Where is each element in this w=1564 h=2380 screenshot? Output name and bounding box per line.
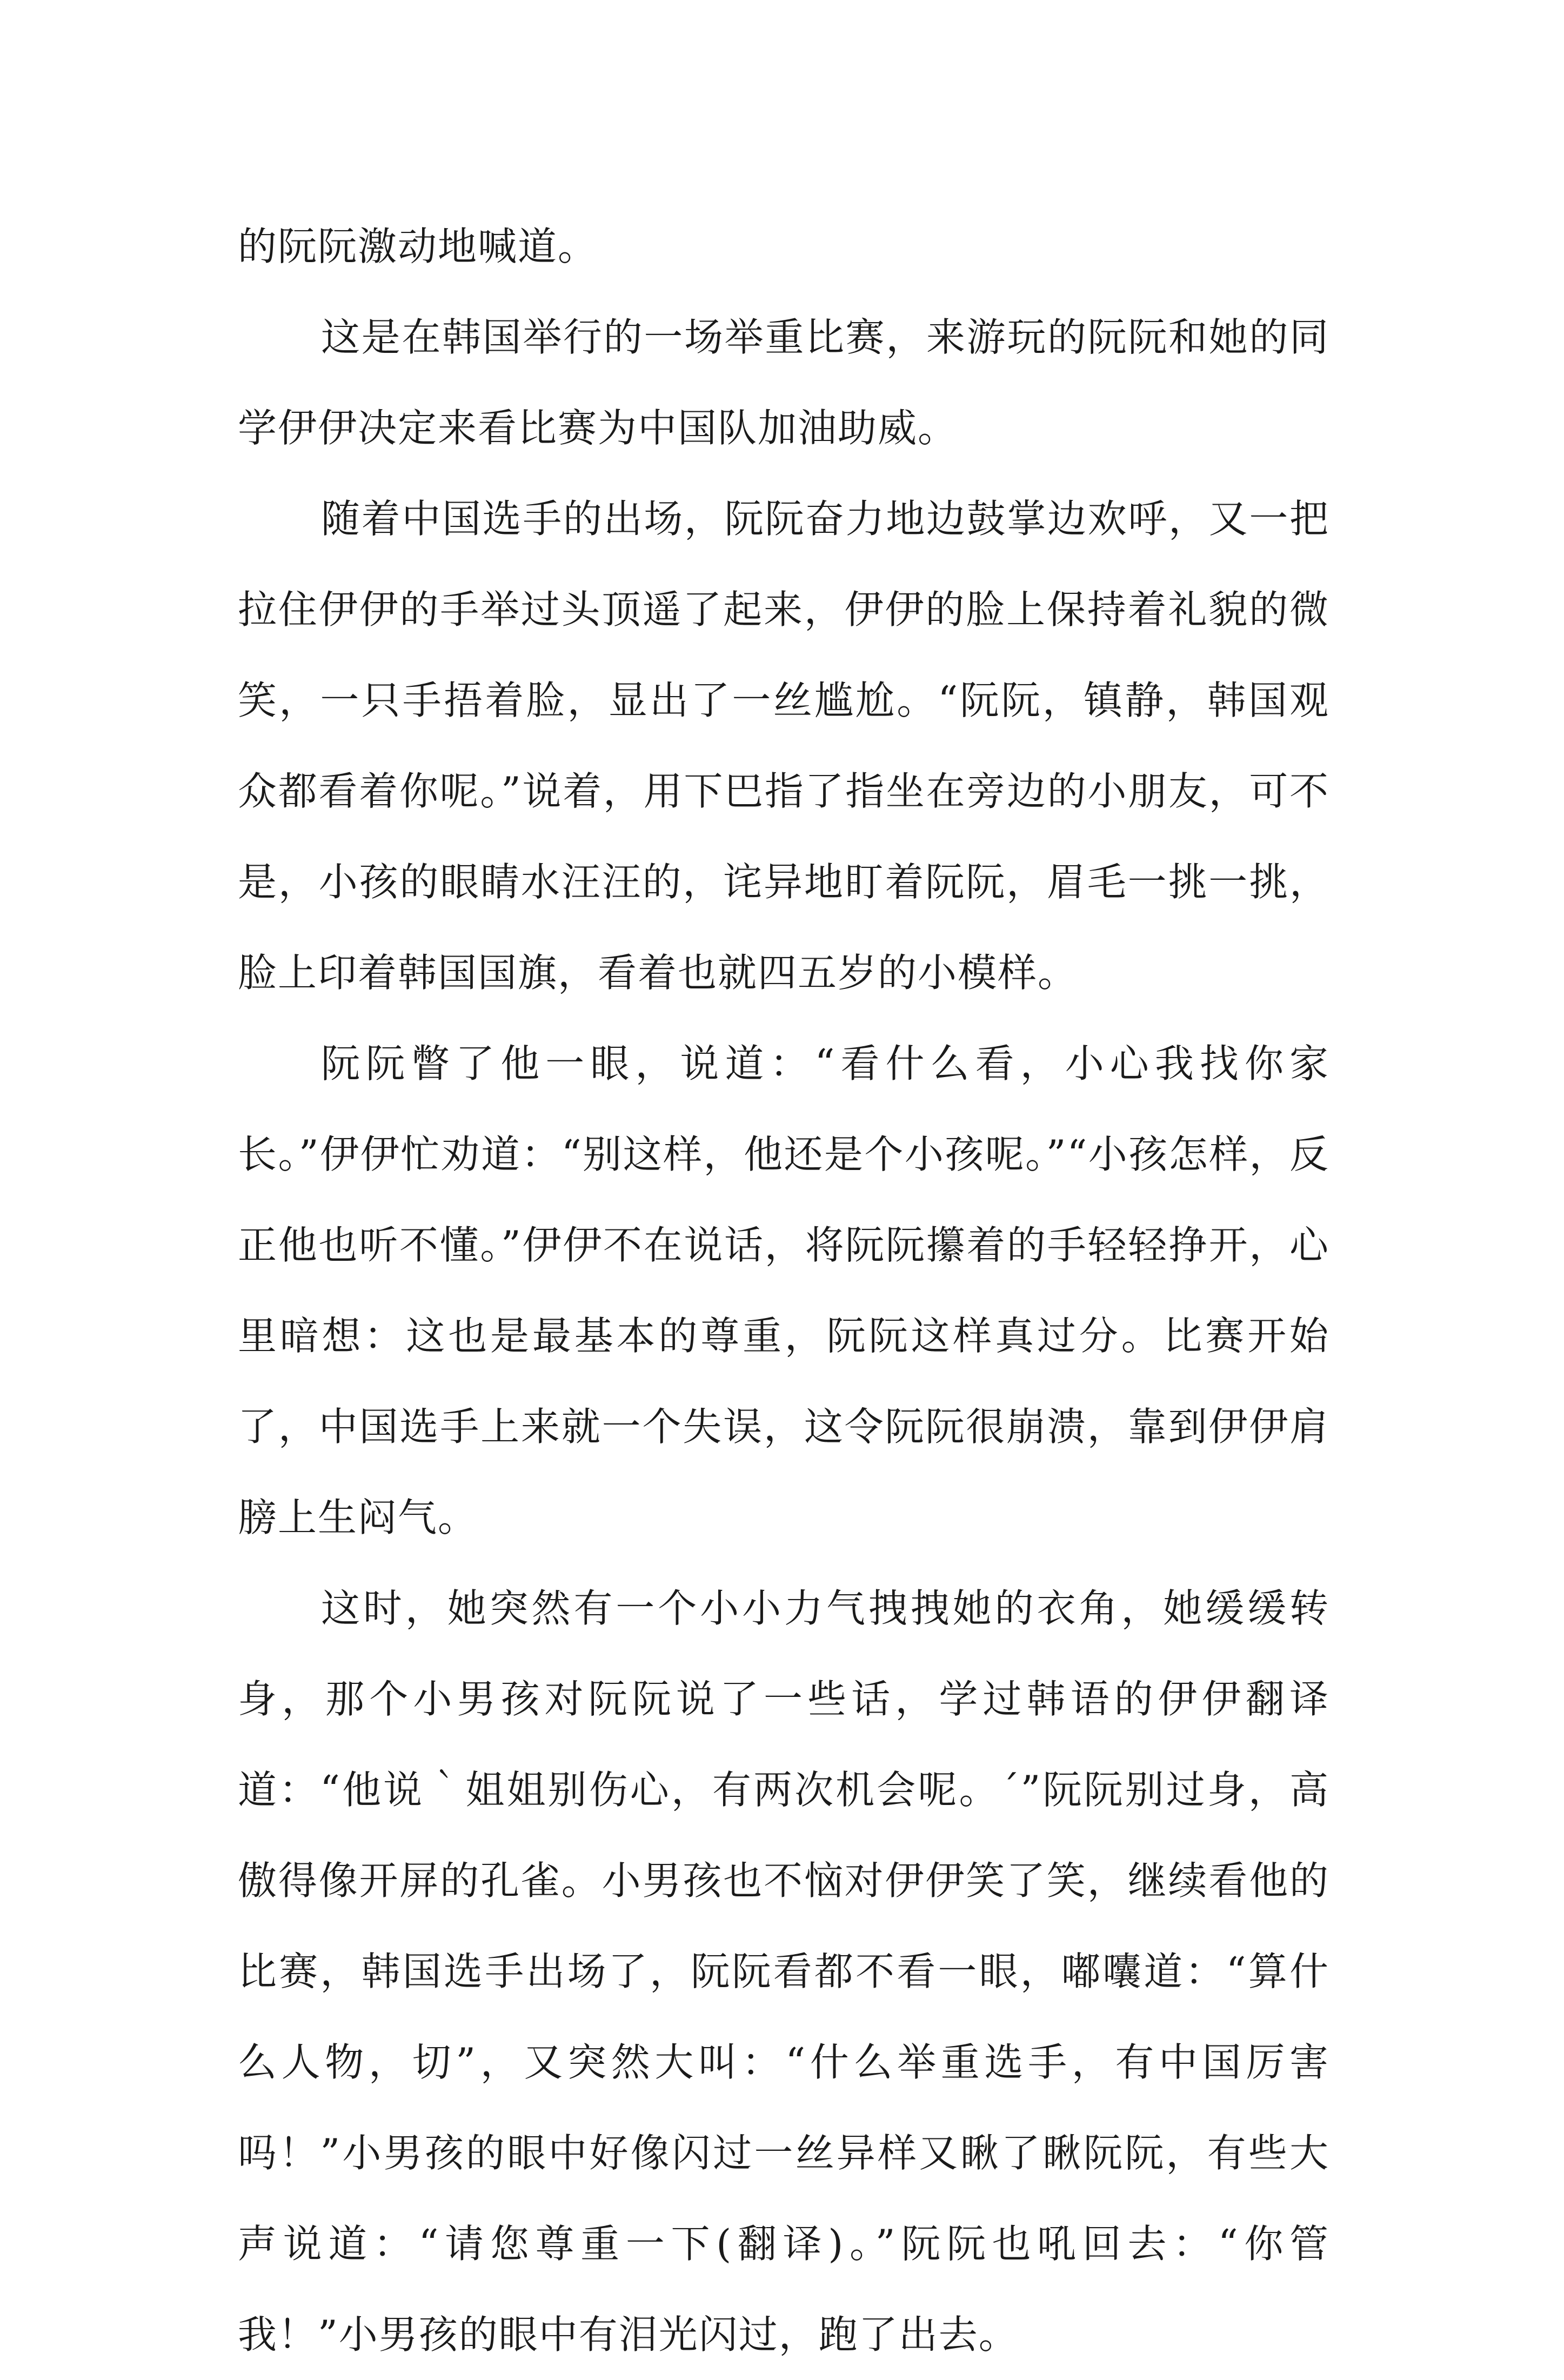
- paragraph-1: 的阮阮激动地喊道。: [238, 224, 598, 269]
- paragraph-5: 这时，她突然有一个小小力气拽拽她的衣角，她缓缓转身，那个小男孩对阮阮说了一些话，学过韩语的伊伊翻译道：“他说｀姐姐别伤心，有两次机会呢。´”阮阮别过身，高傲得像开屏的孔雀。小男孩也不恼对伊伊笑了笑，继续看他的比赛，韩国选手出场了，阮阮看都不看一眼，嘟囔道：“算什么人物，切”，又突然大叫：“什么举重选手，有中国厉害吗！”小男孩的眼中好像闪过一丝异样又瞅了瞅阮阮，有些大声说道：“请您尊重一下(翻译)。”阮阮也吼回去：“你管我！”小男孩的眼中有泪光闪过，跑了出去。: [238, 1586, 1329, 2357]
- paragraph-4: 阮阮瞥了他一眼，说道：“看什么看，小心我找你家长。”伊伊忙劝道：“别这样，他还是个小孩呢。”“小孩怎样，反正他也听不懂。”伊伊不在说话，将阮阮攥着的手轻轻挣开，心里暗想：这也是最基本的尊重，阮阮这样真过分。比赛开始了，中国选手上来就一个失误，这令阮阮很崩溃，靠到伊伊肩膀上生闷气。: [238, 1041, 1329, 1540]
- paragraph-2: 这是在韩国举行的一场举重比赛，来游玩的阮阮和她的同学伊伊决定来看比赛为中国队加油助威。: [238, 315, 1329, 451]
- paragraph-3: 随着中国选手的出场，阮阮奋力地边鼓掌边欢呼，又一把拉住伊伊的手举过头顶遥了起来，伊伊的脸上保持着礼貌的微笑，一只手捂着脸，显出了一丝尴尬。“阮阮，镇静，韩国观众都看着你呢。”说着，用下巴指了指坐在旁边的小朋友，可不是，小孩的眼睛水汪汪的，诧异地盯着阮阮，眉毛一挑一挑，脸上印着韩国国旗，看着也就四五岁的小模样。: [238, 496, 1329, 995]
- story-text: [238, 201, 1329, 2380]
